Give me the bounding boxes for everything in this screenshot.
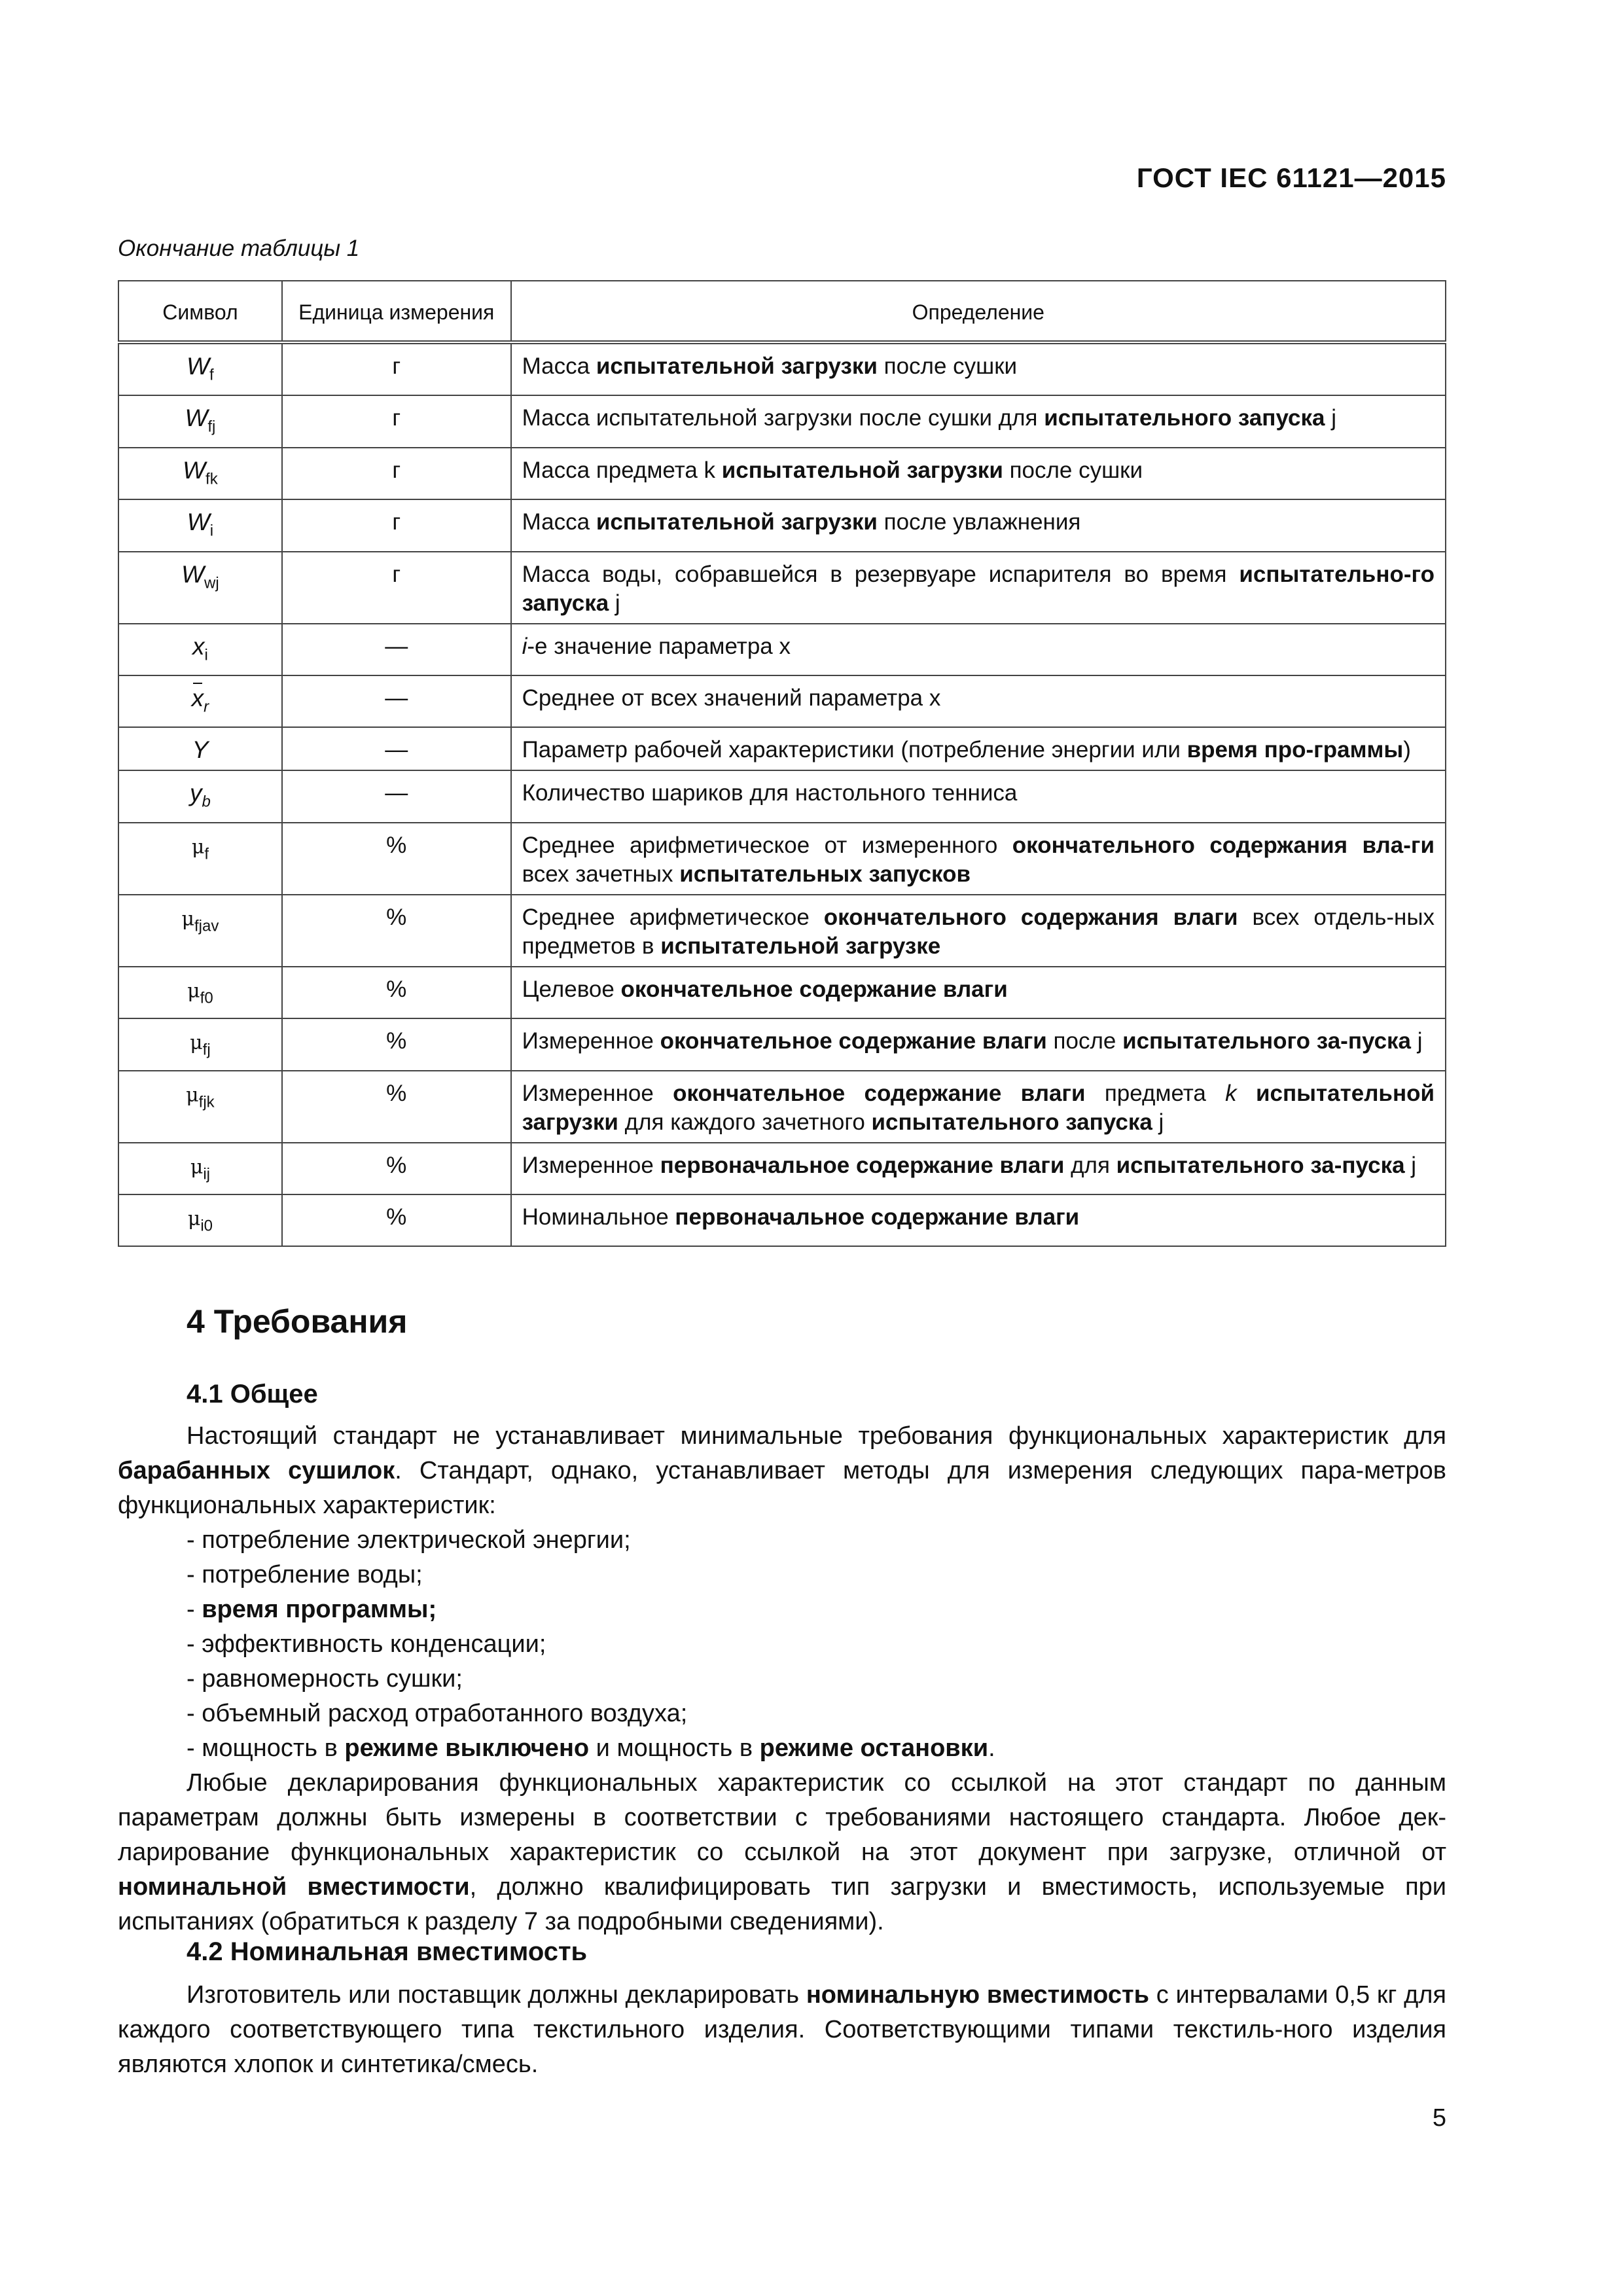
column-header-unit: Единица измерения [282,281,511,342]
table-caption: Окончание таблицы 1 [118,236,360,261]
table-row [118,675,1446,727]
symbol-cell [118,967,282,1018]
symbol-subscript: fj [202,1041,211,1059]
symbols-table [118,280,1446,1247]
table-row [118,448,1446,499]
unit-cell: % [282,1143,511,1194]
unit-cell: % [282,1018,511,1070]
definition-cell: Измеренное первоначальное содержание влаги для испытательного за-пуска j [511,1143,1446,1194]
unit-cell: г [282,395,511,447]
column-header-symbol: Символ [118,281,282,342]
table-row [118,727,1446,770]
definition-cell: Среднее арифметическое окончательного содержания влаги всех отдель-ных предметов в испытательной загрузке [511,895,1446,967]
table-row [118,342,1446,395]
table-header-row [118,281,1446,342]
symbol-subscript: r [204,698,209,716]
symbol-main: μ [186,1083,199,1107]
unit-cell: г [282,448,511,499]
list-item: - равномерность сушки; [187,1665,463,1693]
symbol-main: x [192,632,205,660]
definition-cell: Среднее арифметическое от измеренного окончательного содержания вла-ги всех зачетных испытательных запусков [511,823,1446,895]
subsection-title-capacity: 4.2 Номинальная вместимость [187,1937,588,1966]
unit-cell: — [282,675,511,727]
symbol-main: W [187,353,210,380]
page-number: 5 [1432,2104,1446,2132]
capacity-text: Изготовитель или поставщик должны декларировать номинальную вместимость с интервалами 0,5 кг для каждого соответствующего типа текстильного изделия. Соответствующими типами текстиль-ного изделия являются хлопок и синтетика/смесь. [118,1981,1447,2078]
symbol-main: W [187,509,210,536]
symbol-main: W [183,456,206,484]
table-row [118,552,1446,624]
table-row [118,967,1446,1018]
list-item: - потребление электрической энергии; [187,1526,631,1554]
symbol-cell [118,770,282,822]
document-id: ГОСТ IEC 61121—2015 [1136,162,1446,193]
definition-cell: Целевое окончательное содержание влаги [511,967,1446,1018]
requirements-list [118,1523,1446,1766]
definition-cell: Номинальное первоначальное содержание влаги [511,1194,1446,1246]
list-item: - потребление воды; [187,1561,423,1588]
list-item: - объемный расход отработанного воздуха; [187,1700,688,1727]
symbol-main: μ [187,1207,201,1230]
section-title: 4 Требования [187,1303,408,1340]
symbol-cell [118,1018,282,1070]
symbol-subscript: wj [204,573,219,592]
symbol-cell [118,675,282,727]
table-row [118,1143,1446,1194]
symbol-cell [118,895,282,967]
symbol-cell [118,1143,282,1194]
symbol-cell [118,727,282,770]
symbol-main: y [189,780,202,807]
symbol-subscript: i [209,522,214,540]
symbol-cell [118,1071,282,1143]
unit-cell: — [282,727,511,770]
unit-cell: — [282,624,511,675]
symbol-cell [118,552,282,624]
table-row [118,1018,1446,1070]
definition-cell: Измеренное окончательное содержание влаги предмета k испытательной загрузки для каждого зачетного испытательного запуска j [511,1071,1446,1143]
symbol-main: W [185,404,208,432]
table-row [118,770,1446,822]
table-row [118,823,1446,895]
symbol-subscript: i [204,645,208,664]
definition-cell: Среднее от всех значений параметра x [511,675,1446,727]
general-intro: Настоящий стандарт не устанавливает минимальные требования функциональных характеристик для барабанных сушилок. Стандарт, однако, устанавливает методы для измерения следующих пара-метров функциональных характеристик: [118,1422,1446,1519]
symbol-cell [118,499,282,551]
subsection-title-general: 4.1 Общее [187,1380,318,1408]
symbol-main: Y [192,736,209,764]
symbol-main: μ [190,1155,204,1179]
definition-cell: Масса испытательной загрузки после увлажнения [511,499,1446,551]
symbol-subscript: i0 [200,1217,213,1235]
unit-cell: г [282,552,511,624]
unit-cell: г [282,499,511,551]
column-header-definition: Определение [511,281,1446,342]
unit-cell: % [282,1071,511,1143]
definition-cell: Параметр рабочей характеристики (потребление энергии или время про-граммы) [511,727,1446,770]
unit-cell: г [282,342,511,395]
table-row [118,624,1446,675]
symbol-main: μ [191,835,205,859]
list-item: - эффективность конденсации; [187,1630,546,1658]
symbol-subscript: fk [205,470,218,488]
symbol-main: μ [190,1031,203,1055]
symbol-cell [118,823,282,895]
symbol-cell [118,1194,282,1246]
definition-cell: Количество шариков для настольного тенниса [511,770,1446,822]
definition-cell: i-е значение параметра x [511,624,1446,675]
symbol-main: W [181,560,205,588]
definition-cell: Масса воды, собравшейся в резервуаре испарителя во время испытательно-го запуска j [511,552,1446,624]
symbol-main: x [191,684,204,711]
definition-cell: Измеренное окончательное содержание влаги после испытательного за-пуска j [511,1018,1446,1070]
symbol-main: μ [187,979,200,1003]
symbol-cell [118,448,282,499]
table-row [118,1194,1446,1246]
unit-cell: — [282,770,511,822]
symbol-main: μ [181,907,194,931]
list-item: - время программы; [187,1596,437,1623]
symbol-subscript: b [202,793,211,811]
general-closing: Любые декларирования функциональных характеристик со ссылкой на этот стандарт по данным параметрам должны быть измерены в соответствии с требованиями настоящего стандарта. Любое дек-ларирование функциональных характеристик со ссылкой на этот документ при загрузке, отличной от номинальной вместимости, должно квалифицировать тип загрузки и вместимость, используемые при испытаниях (обратиться к разделу 7 за подробными сведениями). [118,1769,1447,1935]
symbol-cell [118,624,282,675]
table-row [118,395,1446,447]
symbol-cell [118,342,282,395]
table-row [118,499,1446,551]
table-body [118,342,1446,1246]
symbol-subscript: fjk [198,1092,215,1111]
symbol-subscript: ij [203,1164,210,1183]
unit-cell: % [282,1194,511,1246]
general-text-block [118,1419,1446,1939]
unit-cell: % [282,823,511,895]
symbol-subscript: f [204,845,209,863]
symbol-subscript: f [209,366,214,384]
symbol-subscript: fjav [194,917,219,935]
table-row [118,895,1446,967]
definition-cell: Масса предмета k испытательной загрузки после сушки [511,448,1446,499]
definition-cell: Масса испытательной загрузки после сушки [511,342,1446,395]
symbol-cell [118,395,282,447]
definition-cell: Масса испытательной загрузки после сушки для испытательного запуска j [511,395,1446,447]
unit-cell: % [282,967,511,1018]
list-item: - мощность в режиме выключено и мощность в режиме остановки. [187,1734,995,1762]
capacity-text-block [118,1978,1446,2082]
symbol-subscript: f0 [200,989,213,1007]
symbol-subscript: fj [207,418,216,436]
table-row [118,1071,1446,1143]
unit-cell: % [282,895,511,967]
